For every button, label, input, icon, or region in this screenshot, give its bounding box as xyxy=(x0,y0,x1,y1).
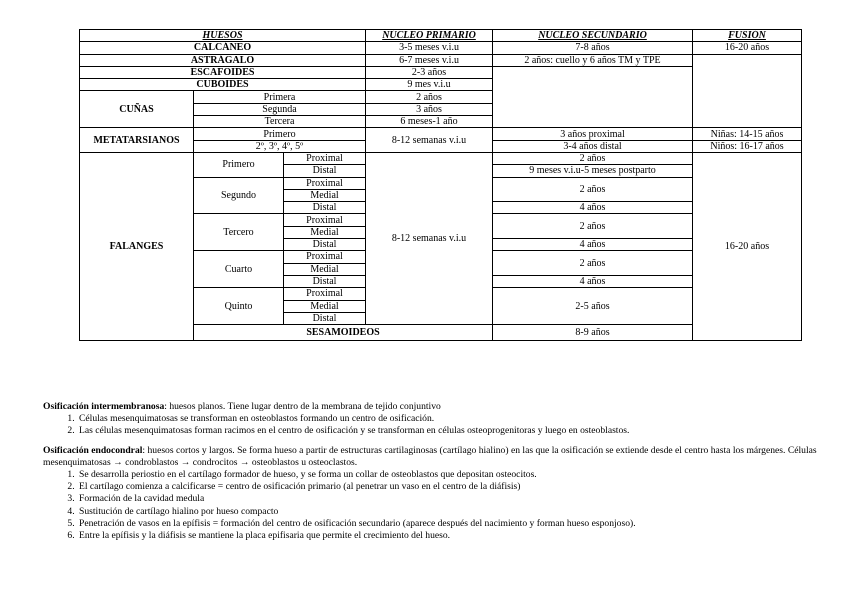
bone-cuboides: CUBOIDES xyxy=(80,79,366,91)
table-row xyxy=(80,54,802,66)
table-row xyxy=(80,152,802,164)
endochondral-text: : huesos cortos y largos. Se forma hueso a partir de estructuras cartilaginosas (cartílago hialino) en las que la osificación se extiende desde el centro hasta los márgenes. Células mesenquimatosas → condroblastos → condrocitos → osteoblastos u osteoclastos. xyxy=(43,444,817,468)
part-label: Distal xyxy=(284,275,366,287)
table-row xyxy=(80,128,802,140)
part-label: Distal xyxy=(284,239,366,251)
list-item: 1. Células mesenquimatosas se transforman en osteoblastos formando un centro de osificación. xyxy=(77,413,833,425)
metatarsiano-label: Primero xyxy=(194,128,366,140)
cell-secundario: 2-5 años xyxy=(493,288,693,325)
bone-sesamoideos: SESAMOIDEOS xyxy=(194,325,493,341)
ossification-table xyxy=(79,29,802,341)
header-huesos: HUESOS xyxy=(80,30,366,42)
table-row xyxy=(80,42,802,54)
header-fusion: FUSIÓN xyxy=(693,30,802,42)
bone-cunas: CUÑAS xyxy=(80,91,194,128)
part-label: Proximal xyxy=(284,214,366,226)
intramembranous-list xyxy=(43,413,833,437)
intramembranous-title: Osificación intermembranosa xyxy=(43,401,165,412)
list-item: 3. Formación de la cavidad medula xyxy=(77,493,833,505)
cell-fusion-empty xyxy=(693,54,802,128)
cell-secundario: 2 años xyxy=(493,152,693,164)
bone-calcaneo: CALCÁNEO xyxy=(80,42,366,54)
bone-falanges: FALANGES xyxy=(80,152,194,340)
intramembranous-text: : huesos planos. Tiene lugar dentro de la membrana de tejido conjuntivo xyxy=(164,401,441,412)
cell-secundario: 9 meses v.i.u-5 meses postparto xyxy=(493,165,693,177)
endochondral-paragraph xyxy=(43,445,833,469)
cell-primario: 8-12 semanas v.i.u xyxy=(366,152,493,324)
cell-primario: 3-5 meses v.i.u xyxy=(366,42,493,54)
metatarsiano-label: 2º, 3º, 4º, 5º xyxy=(194,140,366,152)
ossification-notes xyxy=(43,401,833,542)
cell-secundario: 2 años xyxy=(493,177,693,202)
part-label: Proximal xyxy=(284,251,366,263)
part-label: Proximal xyxy=(284,288,366,300)
part-label: Proximal xyxy=(284,152,366,164)
cell-primario: 6-7 meses v.i.u xyxy=(366,54,493,66)
cuna-label: Primera xyxy=(194,91,366,103)
cell-fusion: 16-20 años xyxy=(693,152,802,340)
cell-fusion: 16-20 años xyxy=(693,42,802,54)
cell-fusion: Niñas: 14-15 años xyxy=(693,128,802,140)
cuna-label: Tercera xyxy=(194,116,366,128)
cuna-label: Segunda xyxy=(194,103,366,115)
dedo-label: Primero xyxy=(194,152,284,177)
cell-fusion: Niños: 16-17 años xyxy=(693,140,802,152)
cell-primario: 2 años xyxy=(366,91,493,103)
cell-secundario: 4 años xyxy=(493,239,693,251)
cell-secundario-empty xyxy=(493,66,693,127)
cell-secundario: 3-4 años distal xyxy=(493,140,693,152)
bone-astragalo: ASTRÁGALO xyxy=(80,54,366,66)
part-label: Medial xyxy=(284,189,366,201)
intramembranous-paragraph xyxy=(43,401,833,413)
header-primario: NÚCLEO PRIMARIO xyxy=(366,30,493,42)
part-label: Distal xyxy=(284,202,366,214)
list-item: 6. Entre la epífisis y la diáfisis se mantiene la placa epifisaria que permite el crecimiento del hueso. xyxy=(77,530,833,542)
cell-primario: 9 mes v.i.u xyxy=(366,79,493,91)
bone-metatarsianos: METATARSIANOS xyxy=(80,128,194,153)
list-item: 4. Sustitución de cartílago hialino por hueso compacto xyxy=(77,506,833,518)
header-secundario: NÚCLEO SECUNDARIO xyxy=(493,30,693,42)
dedo-label: Tercero xyxy=(194,214,284,251)
part-label: Medial xyxy=(284,226,366,238)
cell-primario: 3 años xyxy=(366,103,493,115)
dedo-label: Quinto xyxy=(194,288,284,325)
cell-secundario: 3 años proximal xyxy=(493,128,693,140)
endochondral-title: Osificación endocondral xyxy=(43,444,143,456)
cell-secundario: 4 años xyxy=(493,275,693,287)
part-label: Proximal xyxy=(284,177,366,189)
list-item: 5. Penetración de vasos en la epífisis = formación del centro de osificación secundario (aparece después del nacimiento y forman hueso esponjoso). xyxy=(77,518,833,530)
list-item: 2. Las células mesenquimatosas forman racimos en el centro de osificación y se transforman en células osteoprogenitoras y luego en osteoblastos. xyxy=(77,425,833,437)
list-item: 1. Se desarrolla periostio en el cartílago formador de hueso, y se forma un collar de osteoblastos que depositan osteocitos. xyxy=(77,469,833,481)
cell-secundario: 2 años: cuello y 6 años TM y TPE xyxy=(493,54,693,66)
dedo-label: Cuarto xyxy=(194,251,284,288)
cell-secundario: 2 años xyxy=(493,251,693,276)
list-item: 2. El cartílago comienza a calcificarse = centro de osificación primario (al penetrar un vaso en el centro de la diáfisis) xyxy=(77,481,833,493)
table-header-row xyxy=(80,30,802,42)
cell-secundario: 2 años xyxy=(493,214,693,239)
cell-secundario: 4 años xyxy=(493,202,693,214)
cell-primario: 6 meses-1 año xyxy=(366,116,493,128)
dedo-label: Segundo xyxy=(194,177,284,214)
cell-secundario: 7-8 años xyxy=(493,42,693,54)
cell-primario: 2-3 años xyxy=(366,66,493,78)
endochondral-list xyxy=(43,469,833,542)
part-label: Distal xyxy=(284,165,366,177)
bone-escafoides: ESCAFOIDES xyxy=(80,66,366,78)
cell-primario: 8-12 semanas v.i.u xyxy=(366,128,493,153)
part-label: Distal xyxy=(284,312,366,324)
cell-primario: 8-9 años xyxy=(493,325,693,341)
part-label: Medial xyxy=(284,300,366,312)
part-label: Medial xyxy=(284,263,366,275)
